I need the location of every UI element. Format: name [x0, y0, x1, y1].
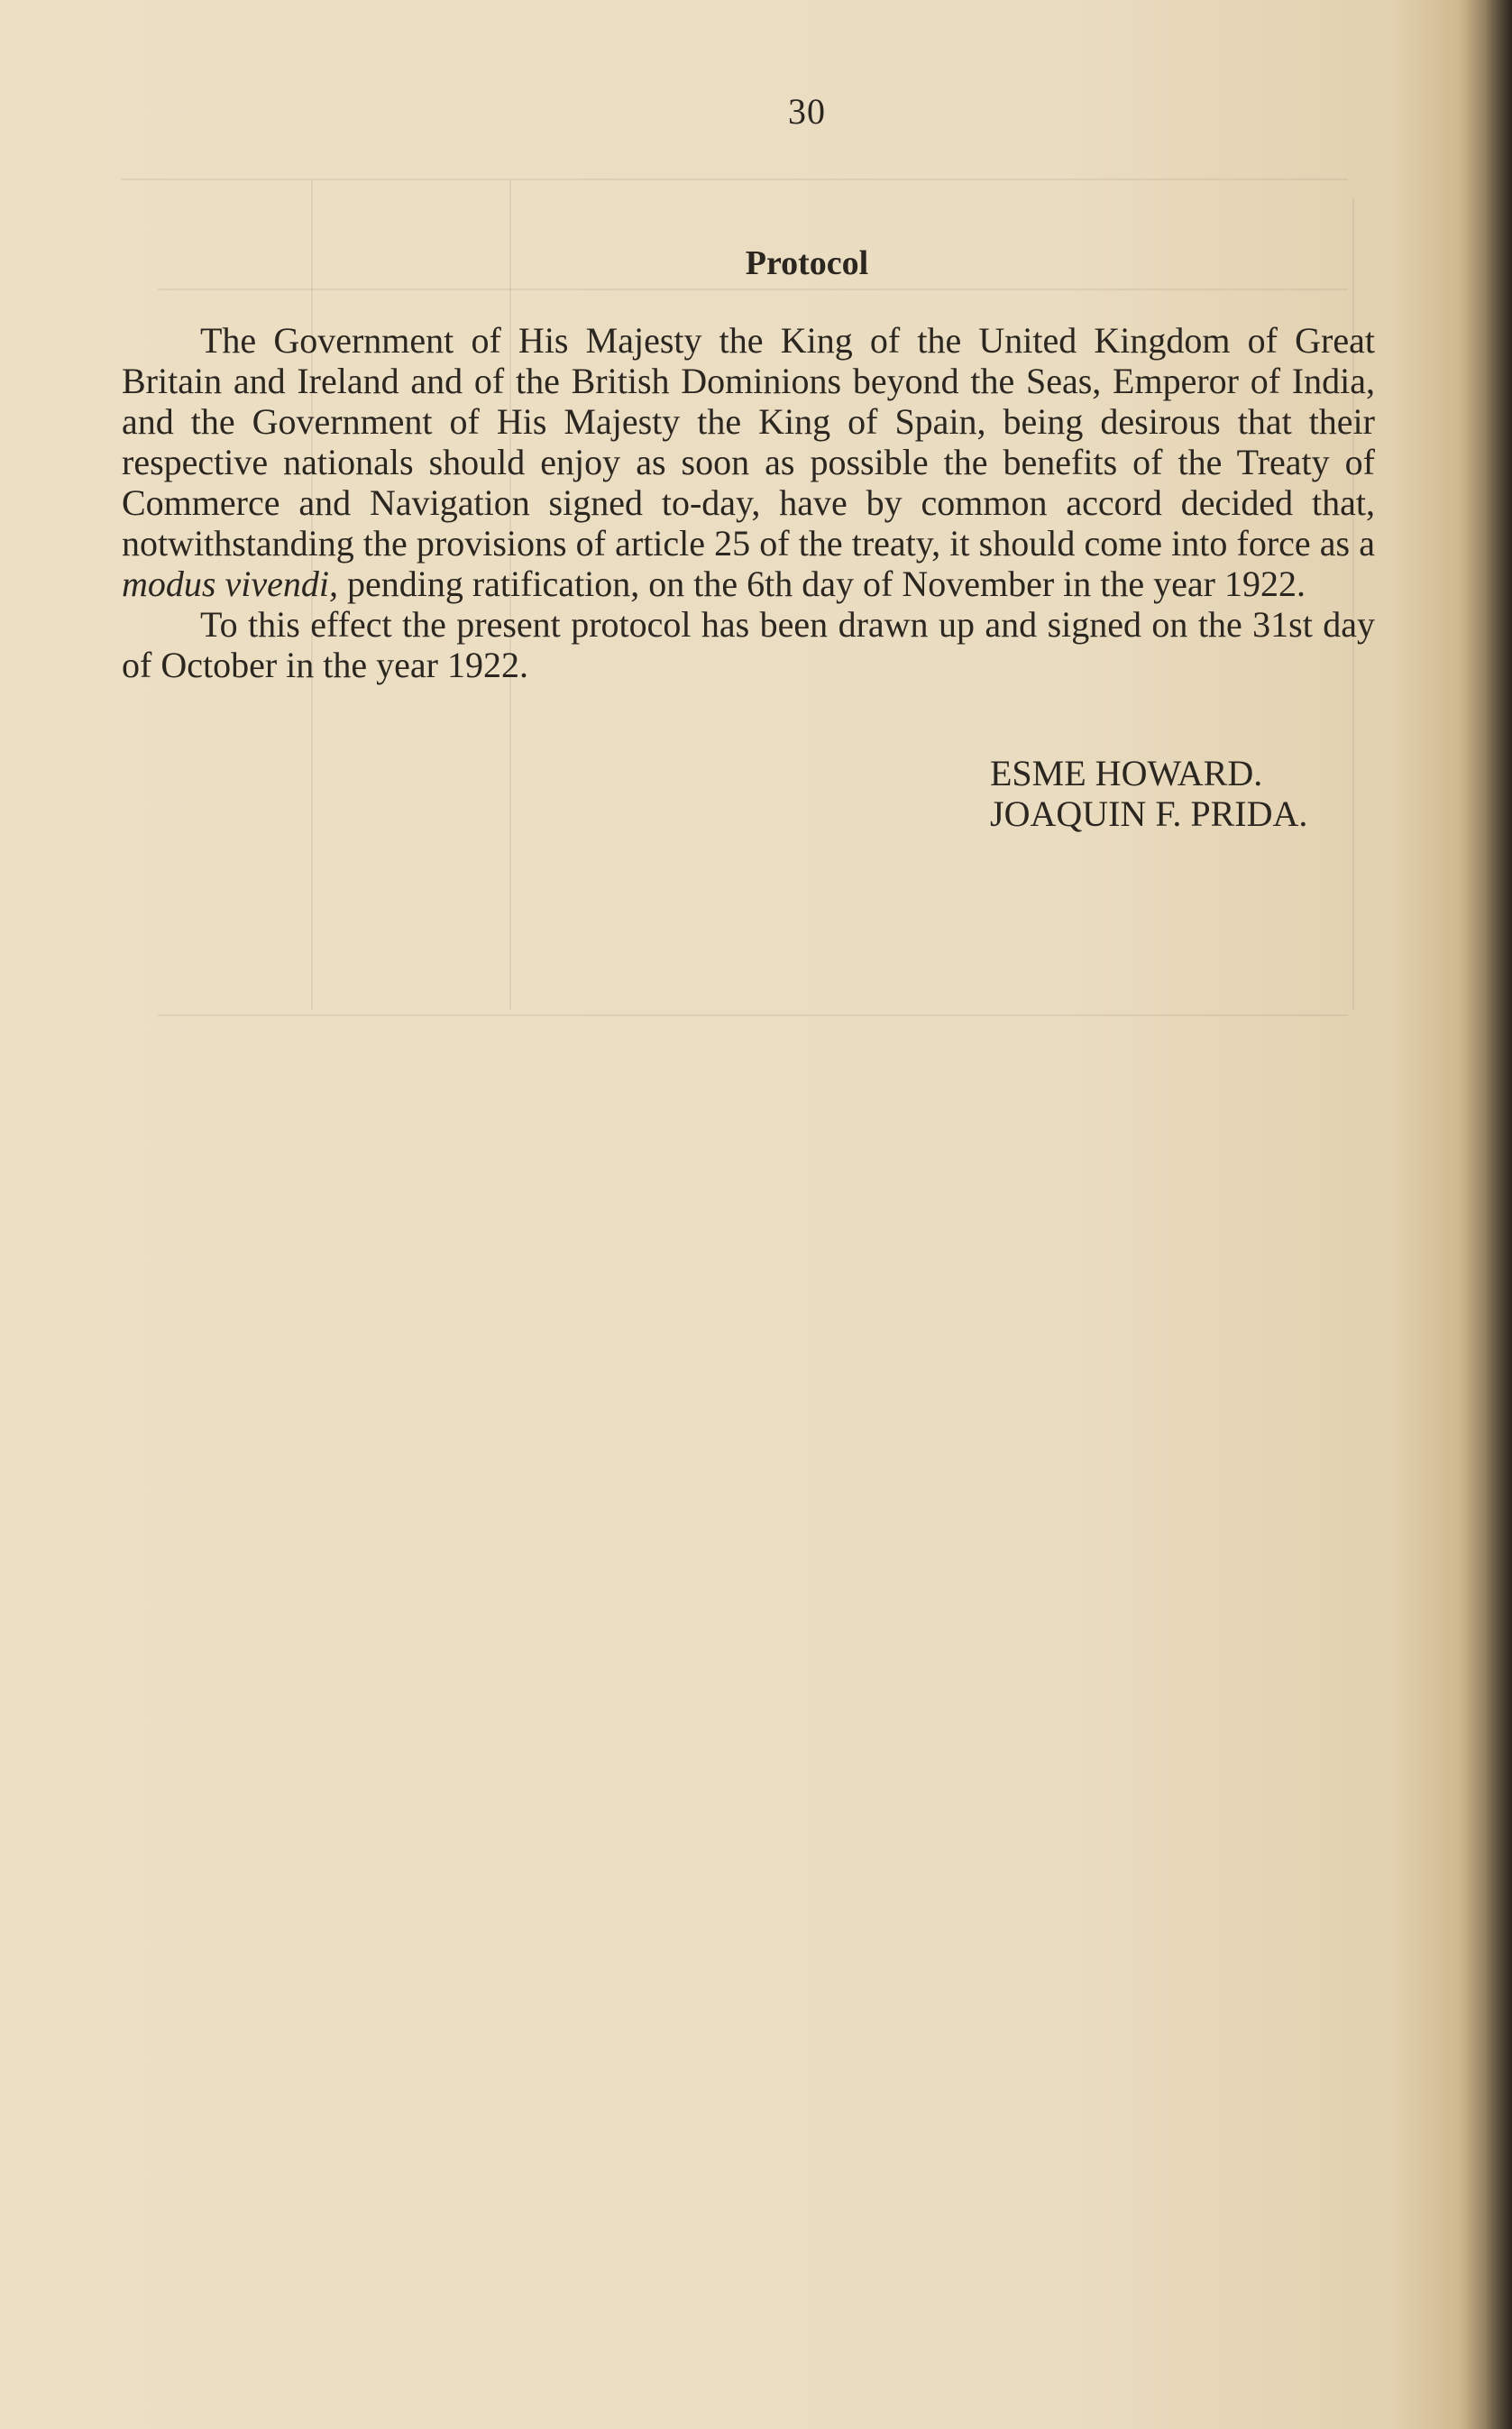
- paragraph-2: To this effect the present protocol has been drawn up and signed on the 31st day of October in the year 1922.: [122, 604, 1375, 685]
- protocol-body: [122, 320, 1375, 685]
- show-through-line: [158, 289, 1348, 290]
- page-edge-shadow: [1458, 0, 1512, 2429]
- paragraph-1-end: pending ratification, on the 6th day of November in the year 1922.: [337, 564, 1306, 604]
- paragraph-1: [122, 320, 1375, 604]
- signature-block: [990, 753, 1307, 834]
- signature-1: ESME HOWARD.: [990, 753, 1263, 793]
- page-title: Protocol: [745, 244, 869, 282]
- paragraph-1-text: The Government of His Majesty the King of the United Kingdom of Great Britain and Ireland and of the British Dominions beyond the Seas, Emperor of India, and the Government of His Majesty the King of Spain, being desirous that their respective nationals should enjoy as soon as possible the benefits of the Treaty of Commerce and Navigation signed to-day, have by common accord decided that, notwithstanding the provisions of article 25 of the treaty, it should come into force as a: [122, 320, 1375, 564]
- page-number: 30: [788, 91, 826, 132]
- paragraph-1-italic: modus vivendi,: [122, 564, 338, 604]
- show-through-line: [158, 1014, 1348, 1016]
- signature-2: JOAQUIN F. PRIDA.: [990, 793, 1308, 834]
- show-through-line: [122, 179, 1348, 180]
